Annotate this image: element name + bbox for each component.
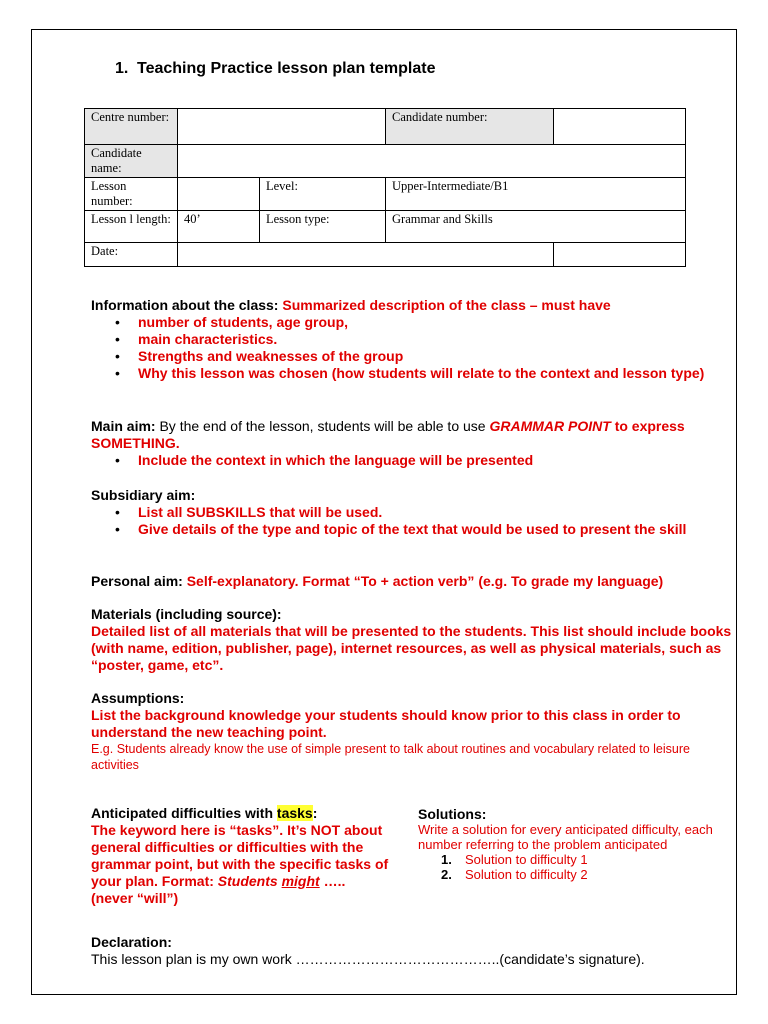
solutions-label: Solutions: [418, 806, 487, 822]
info-table [84, 108, 686, 267]
subsidiary-aim-section [91, 487, 736, 538]
declaration-label: Declaration: [91, 934, 172, 950]
centre-number-field[interactable] [178, 109, 386, 145]
list-item: • number of students, age group, [115, 314, 349, 330]
title-text: Teaching Practice lesson plan template [137, 60, 436, 77]
format-rest: ….. (never “will”) [91, 873, 346, 906]
level-value: Upper-Intermediate/B1 [386, 178, 686, 211]
candidate-name-field[interactable] [178, 145, 686, 178]
grammar-point: GRAMMAR POINT [489, 418, 611, 434]
format-students: Students [217, 873, 278, 889]
date-extra-cell [554, 243, 686, 267]
difficulties-label: Anticipated difficulties with [91, 805, 274, 821]
assumptions-text: List the background knowledge your students should know prior to this class in order to understand the new teaching point. [91, 707, 681, 740]
title-number: 1. [115, 60, 129, 77]
lesson-length-value: 40’ [178, 211, 260, 243]
personal-aim-label: Personal aim: [91, 573, 183, 589]
difficulties-section: Anticipated difficulties with tasks: The keyword here is “tasks”. It’s NOT about general difficulties or difficulties with the grammar point, but with the specific tasks of your plan. Format: Students might ….. (never “will”) [91, 805, 389, 906]
difficulties-text: The keyword here is “tasks”. It’s NOT about general difficulties or difficulties with the grammar point, but with the specific tasks of your plan. Format: [91, 822, 389, 889]
page-title [115, 60, 435, 78]
subsidiary-aim-label: Subsidiary aim: [91, 487, 196, 503]
bullet-icon: • [115, 504, 120, 520]
bullet-icon: • [115, 521, 120, 537]
bullet-icon: • [115, 348, 120, 364]
candidate-name-label: Candidate name: [85, 145, 178, 178]
declaration-text: This lesson plan is my own work ……………………………………..(candidate’s signature). [91, 951, 645, 967]
materials-label: Materials (including source): [91, 606, 282, 622]
candidate-number-label: Candidate number: [386, 109, 554, 145]
list-item: 1. Solution to difficulty 1 [441, 852, 588, 867]
main-aim-text-2: to express SOMETHING. [91, 418, 685, 451]
centre-number-label: Centre number: [85, 109, 178, 145]
materials-text: Detailed list of all materials that will be presented to the students. This list should include books (with name, edition, publisher, page), internet resources, as well as physical materials, such as “poster, game, etc”. [91, 623, 732, 673]
personal-aim-text: Self-explanatory. Format “To + action verb” (e.g. To grade my language) [186, 573, 664, 589]
assumptions-section [91, 690, 736, 773]
bullet-icon: • [115, 331, 120, 347]
assumptions-example: E.g. Students already know the use of simple present to talk about routines and vocabulary related to leisure activities [91, 742, 690, 772]
list-item: • Strengths and weaknesses of the group [115, 348, 404, 364]
list-item: • Give details of the type and topic of the text that would be used to present the skill [115, 521, 687, 537]
tasks-highlight: tasks [276, 805, 313, 821]
main-aim-section [91, 418, 736, 469]
lesson-number-field[interactable] [178, 178, 260, 211]
bullet-icon: • [115, 365, 120, 381]
lesson-length-label: Lesson l length: [85, 211, 178, 243]
bullet-icon: • [115, 314, 120, 330]
lesson-type-value: Grammar and Skills [386, 211, 686, 243]
format-might: might [281, 873, 320, 889]
class-info-label: Information about the class: [91, 297, 279, 313]
personal-aim-section [91, 573, 736, 590]
assumptions-label: Assumptions: [91, 690, 185, 706]
bullet-icon: • [115, 452, 120, 468]
solutions-text: Write a solution for every anticipated difficulty, each number referring to the problem anticipated [418, 822, 713, 852]
class-info-desc: Summarized description of the class – must have [282, 297, 611, 313]
list-item: • Include the context in which the language will be presented [115, 452, 534, 468]
date-field[interactable] [178, 243, 554, 267]
list-item: • List all SUBSKILLS that will be used. [115, 504, 383, 520]
level-label: Level: [260, 178, 386, 211]
list-item: • main characteristics. [115, 331, 278, 347]
date-label: Date: [85, 243, 178, 267]
list-item: • Why this lesson was chosen (how students will relate to the context and lesson type) [115, 365, 705, 381]
main-aim-label: Main aim: [91, 418, 156, 434]
lesson-number-label: Lesson number: [85, 178, 178, 211]
solutions-section [418, 806, 738, 882]
declaration-section [91, 934, 736, 968]
list-item: 2. Solution to difficulty 2 [441, 867, 588, 882]
lesson-type-label: Lesson type: [260, 211, 386, 243]
materials-section [91, 606, 736, 674]
main-aim-text: By the end of the lesson, students will be able to use [159, 418, 486, 434]
candidate-number-field[interactable] [554, 109, 686, 145]
class-info-section [91, 297, 736, 382]
